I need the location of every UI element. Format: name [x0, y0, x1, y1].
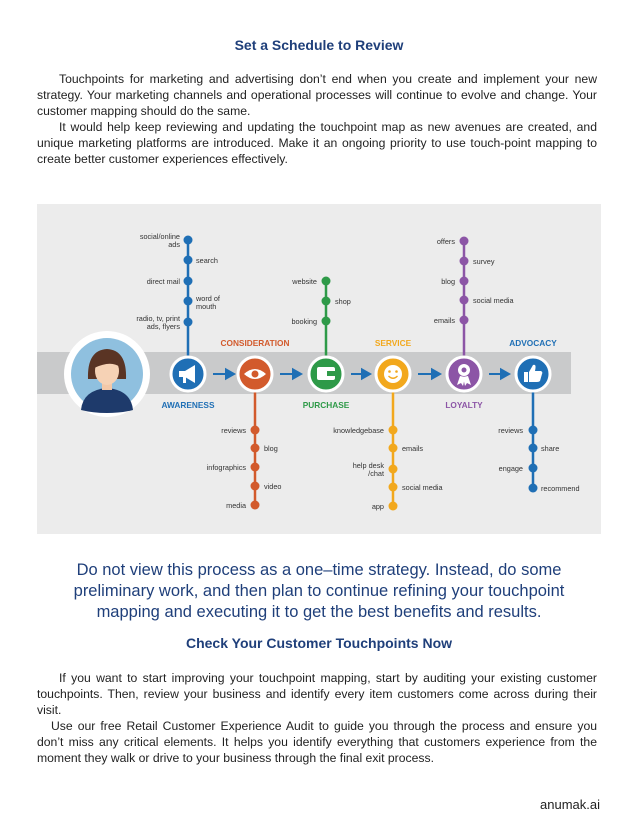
paragraph-text: If you want to start improving your touchpoint mapping, start by auditing your existing customer touchpoints. Then, review your business and identify every item customers come across during their visit. [37, 671, 597, 717]
awareness-touchpoint-label: word of [196, 294, 220, 303]
paragraph [37, 71, 597, 119]
loyalty-touchpoint-label: emails [433, 316, 455, 325]
awareness-touchpoint-label: radio, tv, print [136, 314, 180, 323]
consideration-touchpoint-label: media [226, 501, 246, 510]
awareness-touchpoint-label: social/online [139, 232, 180, 241]
thumbs-up-icon [516, 357, 550, 391]
paragraph-text: It would help keep reviewing and updating the touchpoint map as new avenues are created, and unique marketing platforms are introduced. Make it an ongoing priority to use touch-point mapping to create better customer experiences effectively. [37, 120, 597, 166]
service-touchpoint-label: /chat [368, 469, 384, 478]
eye-icon [238, 357, 272, 391]
consideration-touchpoint-label: blog [264, 444, 278, 453]
smiley-icon [376, 357, 410, 391]
touchpoint-map-diagram [37, 204, 601, 534]
paragraph [37, 119, 597, 167]
purchase-touchpoint-label: website [292, 277, 317, 286]
purchase-touchpoint-label: shop [335, 297, 351, 306]
pull-quote: Do not view this process as a one–time strategy. Instead, do some preliminary work, and then plan to continue refining your touchpoint mapping and executing it to get the best benefits and results. [73, 561, 565, 621]
advocacy-touchpoint-label: recommend [541, 484, 580, 493]
advocacy-touchpoint-label: reviews [498, 426, 523, 435]
stage-label-loyalty: LOYALTY [445, 400, 483, 410]
service-touchpoint-label: app [371, 502, 384, 511]
loyalty-touchpoint-label: offers [436, 237, 455, 246]
stage-label-consideration: CONSIDERATION [220, 338, 290, 348]
service-touchpoint-label: help desk [352, 461, 384, 470]
stage-label-advocacy: ADVOCACY [509, 338, 557, 348]
section-heading-check-touchpoints: Check Your Customer Touchpoints Now [185, 635, 453, 651]
advocacy-touchpoint-label: share [541, 444, 560, 453]
consideration-touchpoint-label: reviews [221, 426, 246, 435]
awareness-touchpoint-label: ads [168, 240, 180, 249]
awareness-touchpoint-label: ads, flyers [146, 322, 180, 331]
stage-label-service: SERVICE [374, 338, 412, 348]
person-avatar-icon [64, 331, 150, 417]
paragraph-text: Touchpoints for marketing and advertising don’t end when you create and implement your new strategy. Your marketing channels and operational processes will continue to evolve and change. Your customer mapping should do the same. [37, 72, 597, 118]
megaphone-icon [171, 357, 205, 391]
paragraph [37, 670, 597, 718]
footer-brand: anumak.ai [540, 797, 600, 812]
wallet-icon [309, 357, 343, 391]
paragraph [37, 718, 597, 766]
awareness-touchpoint-label: search [196, 256, 218, 265]
awareness-touchpoint-label: mouth [196, 302, 217, 311]
service-touchpoint-label: knowledgebase [333, 426, 384, 435]
loyalty-touchpoint-label: survey [473, 257, 495, 266]
advocacy-touchpoint-label: engage [498, 464, 523, 473]
service-touchpoint-label: emails [402, 444, 424, 453]
ribbon-icon [447, 357, 481, 391]
paragraph-text: Use our free Retail Customer Experience Audit to guide you through the process and ensure you don’t miss any critical elements. It helps you identify everything that customers experience from the moment they walk or drive to your business through the final exit process. [37, 719, 597, 765]
awareness-touchpoint-label: direct mail [146, 277, 180, 286]
purchase-touchpoint-label: booking [291, 317, 317, 326]
loyalty-touchpoint-label: social media [473, 296, 514, 305]
stage-label-purchase: PURCHASE [302, 400, 350, 410]
consideration-touchpoint-label: infographics [206, 463, 246, 472]
loyalty-touchpoint-label: blog [441, 277, 455, 286]
section-heading-schedule: Set a Schedule to Review [234, 37, 404, 53]
consideration-touchpoint-label: video [264, 482, 282, 491]
stage-label-awareness: AWARENESS [161, 400, 215, 410]
service-touchpoint-label: social media [402, 483, 443, 492]
